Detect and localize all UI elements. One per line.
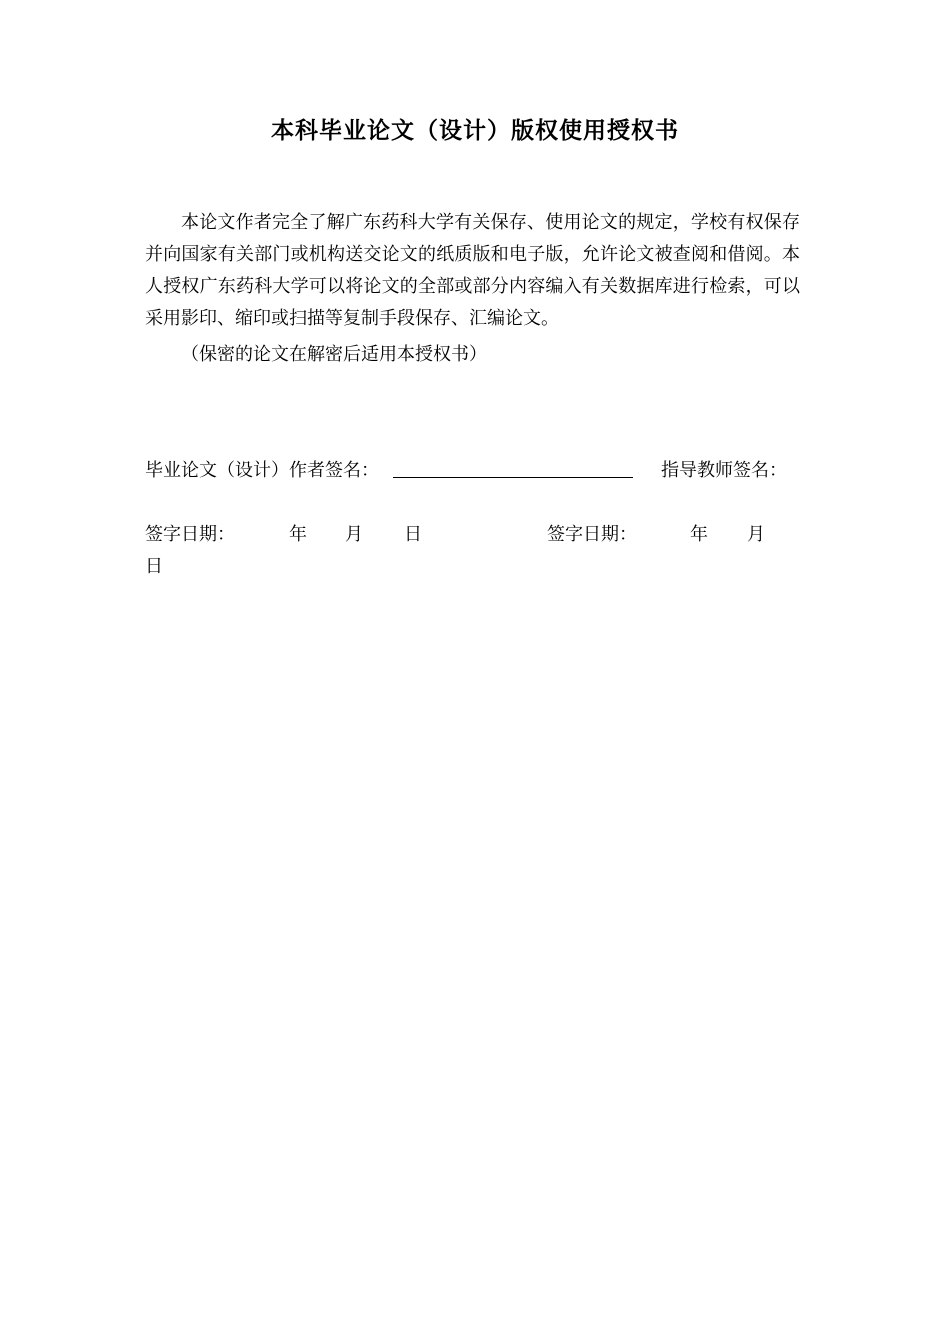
author-date-day: 日 [404, 524, 422, 545]
author-date-label: 签字日期： [145, 524, 235, 545]
advisor-date-year: 年 [690, 524, 708, 545]
advisor-date-month: 月 [747, 524, 765, 545]
signature-row [145, 455, 805, 487]
author-signature-label: 毕业论文（设计）作者签名： [145, 460, 379, 481]
advisor-signature-label: 指导教师签名： [661, 460, 787, 481]
advisor-date-label: 签字日期： [547, 524, 637, 545]
author-signature-line [393, 477, 633, 478]
advisor-date-day: 日 [145, 556, 163, 577]
signature-date-row [145, 519, 805, 551]
author-date-year: 年 [289, 524, 307, 545]
author-date-month: 月 [345, 524, 363, 545]
authorization-paragraph: 本论文作者完全了解广东药科大学有关保存、使用论文的规定，学校有权保存并向国家有关部门或机构送交论文的纸质版和电子版，允许论文被查阅和借阅。本人授权广东药科大学可以将论文的全部或部分内容编入有关数据库进行检索，可以采用影印、缩印或扫描等复制手段保存、汇编论文。 [145, 212, 800, 329]
document-title: 本科毕业论文（设计）版权使用授权书 [271, 118, 679, 144]
confidential-note: （保密的论文在解密后适用本授权书） [181, 344, 487, 365]
